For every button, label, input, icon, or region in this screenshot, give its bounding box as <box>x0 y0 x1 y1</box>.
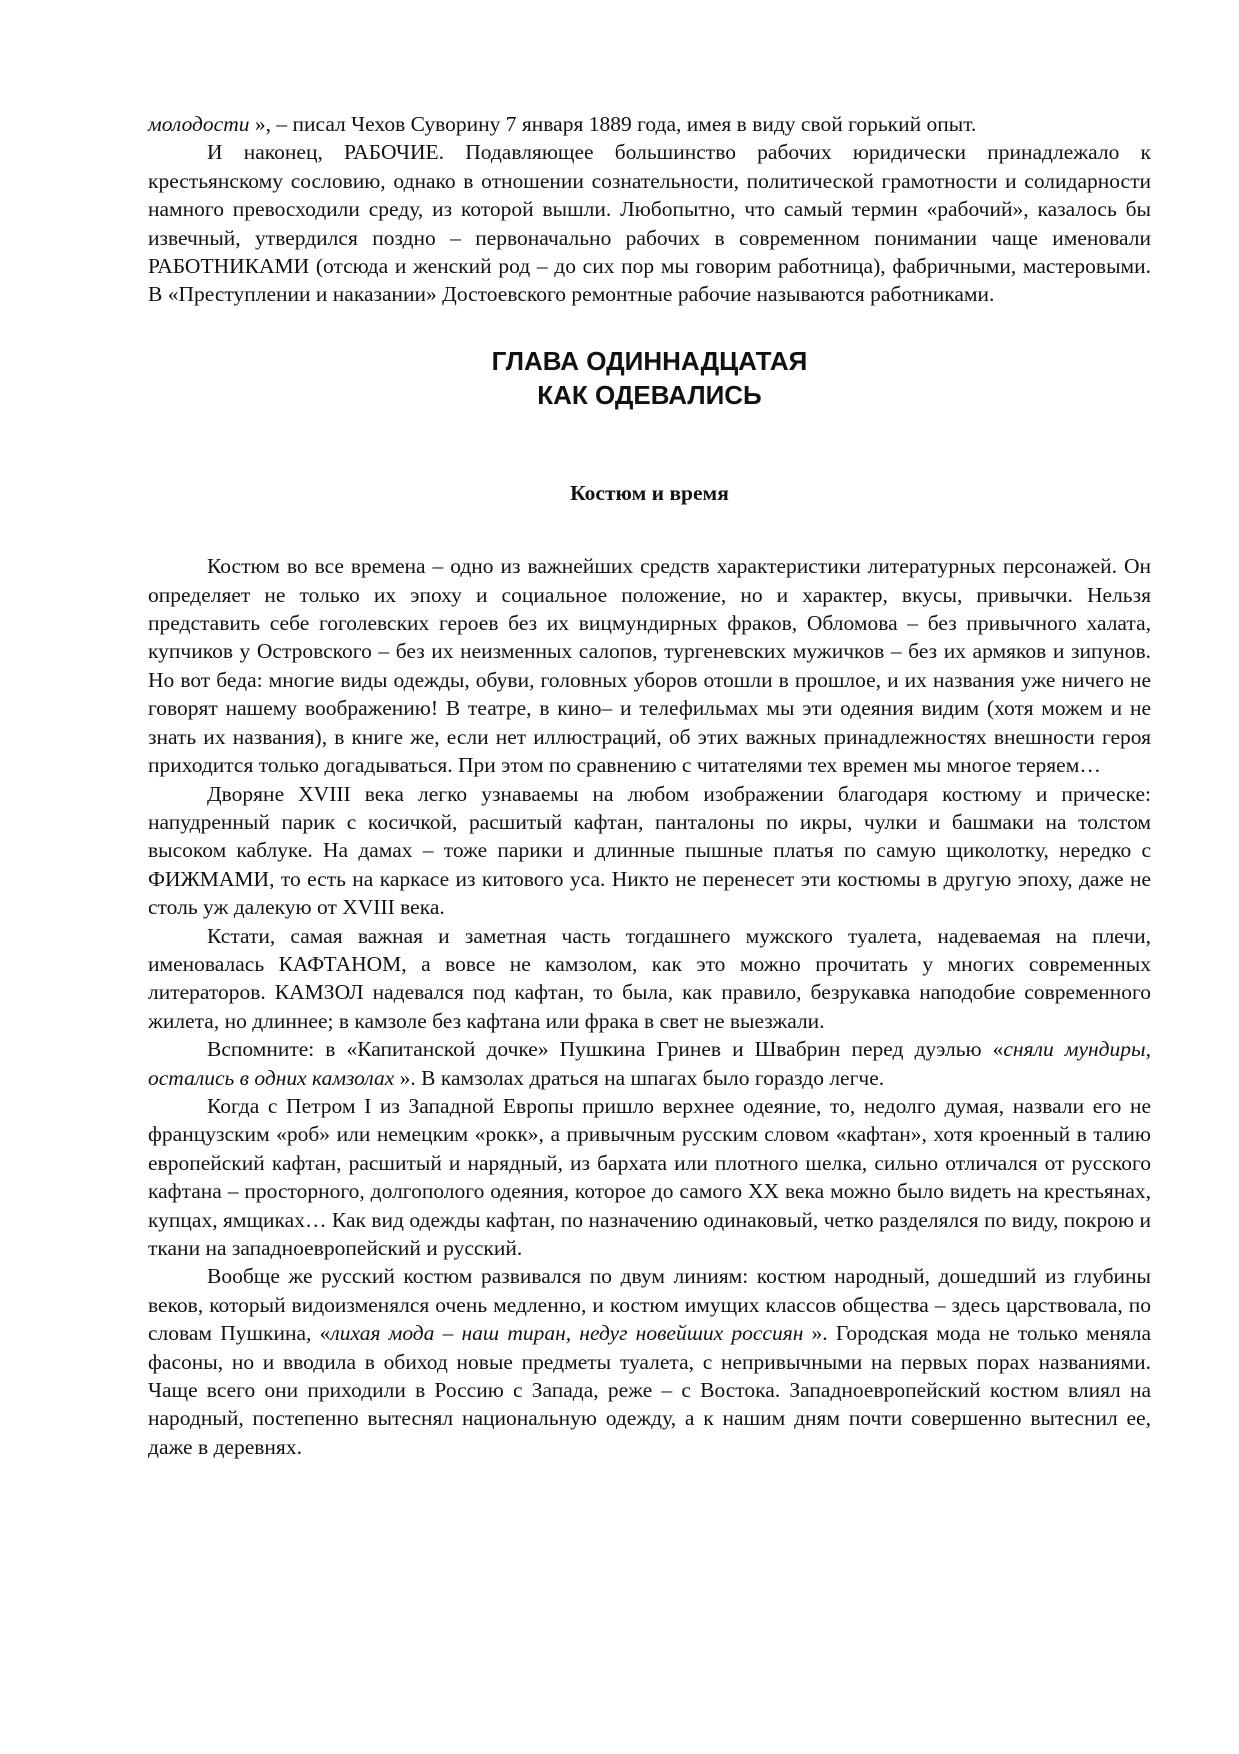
paragraph-text: Вообще же русский костюм развивался по двум линиям: костюм народный, дошедший из глубины веков, который видоизменялся очень медленно, и костюм имущих классов общества – здесь царствовала, по словам Пушкина, « <box>148 1264 1151 1346</box>
paragraph-text: », – писал Чехов Суворину 7 января 1889 года, имея в виду свой горький опыт. <box>249 112 977 136</box>
paragraph-costume-intro: Костюм во все времена – одно из важнейших средств характеристики литературных персонажей. Он определяет не только их эпоху и социальное положение, но и характер, вкусы, привычки. Нельзя представить себе гоголевских героев без их вицмундирных фраков, Обломова – без привычного халата, купчиков у Островского – без их неизменных салопов, тургеневских мужичков – без их армяков и зипунов. Но вот беда: многие виды одежды, обуви, головных уборов отошли в прошлое, и их названия уже ничего не говорят нашему воображению! В театре, в кино– и телефильмах мы эти одеяния видим (хотя можем и не знать их названия), в книге же, если нет иллюстраций, об этих важных принадлежностях внешности героя приходится только догадываться. При этом по сравнению с читателями тех времен мы многое теряем… <box>148 554 1151 778</box>
italic-quote: сняли мундиры, остались в одних камзолах <box>148 1037 1151 1090</box>
paragraph-kaftan: Кстати, самая важная и заметная часть тогдашнего мужского туалета, надеваемая на плечи, именовалась КАФТАНОМ, а вовсе не камзолом, как это можно прочитать у многих современных литераторов. КАМЗОЛ надевался под кафтан, то была, как правило, безрукавка наподобие современного жилета, но длиннее; в камзоле без кафтана или фрака в свет не выезжали. <box>148 923 1151 1033</box>
section-heading: Костюм и время <box>570 480 729 505</box>
paragraph-nobility: Дворяне XVIII века легко узнаваемы на любом изображении благодаря костюму и прическе: напудренный парик с косичкой, расшитый кафтан, панталоны по икры, чулки и башмаки на толстом высоком каблуке. На дамах – тоже парики и длинные пышные платья по самую щиколотку, нередко с ФИЖМАМИ, то есть на каркасе из китового уса. Никто не перенесет эти костюмы в другую эпоху, даже не столь уж далекую от XVIII века. <box>148 781 1151 920</box>
chapter-heading <box>148 344 1151 412</box>
paragraph-fashion <box>148 1262 1151 1461</box>
paragraph-text: ». В камзолах драться на шпагах было гораздо легче. <box>394 1065 885 1090</box>
paragraph-pushkin-quote <box>148 1035 1151 1092</box>
paragraph-peter: Когда с Петром I из Западной Европы пришло верхнее одеяние, то, недолго думая, назвали его не французским «роб» или немецким «рокк», а привычным русским словом «кафтан», хотя кроенный в талию европейский кафтан, расшитый и нарядный, из бархата или плотного шелка, сильно отличался от русского кафтана – просторного, долгополого одеяния, которое до самого XX века можно было видеть на крестьянах, купцах, ямщиках… Как вид одежды кафтан, по назначению одинаковый, четко разделялся по виду, покрою и ткани на западноевропейский и русский. <box>148 1093 1151 1260</box>
paragraph-text: ». Городская мода не только меняла фасоны, но и вводила в обиход новые предметы туалета, с непривычными на первых порах названиями. Чаще всего они приходили в Россию с Запада, реже – с Востока. Западноевропейский костюм влиял на народный, постепенно вытеснял национальную одежду, а к нашим дням почти совершенно вытеснил ее, даже в деревнях. <box>148 1321 1151 1459</box>
paragraph-text: Вспомните: в «Капитанской дочке» Пушкина Гринев и Швабрин перед дуэлью « <box>207 1037 1004 1062</box>
chapter-number: ГЛАВА ОДИННАДЦАТАЯ <box>491 345 808 376</box>
italic-quote: молодости <box>148 112 250 136</box>
paragraph-workers: И наконец, РАБОЧИЕ. Подавляющее большинство рабочих юридически принадлежало к крестьянскому сословию, однако в отношении сознательности, политической грамотности и солидарности намного превосходили среду, из которой вышли. Любопытно, что самый термин «рабочий», казалось бы извечный, утвердился поздно – первоначально рабочих в современном понимании чаще именовали РАБОТНИКАМИ (отсюда и женский род – до сих пор мы говорим работница), фабричными, мастеровыми. В «Преступлении и наказании» Достоевского ремонтные рабочие называются работниками. <box>148 140 1151 307</box>
italic-quote: лихая мода – наш тиран, недуг новейших россиян <box>330 1321 804 1346</box>
chapter-title: КАК ОДЕВАЛИСЬ <box>537 379 762 410</box>
paragraph-continuation <box>148 110 1151 138</box>
